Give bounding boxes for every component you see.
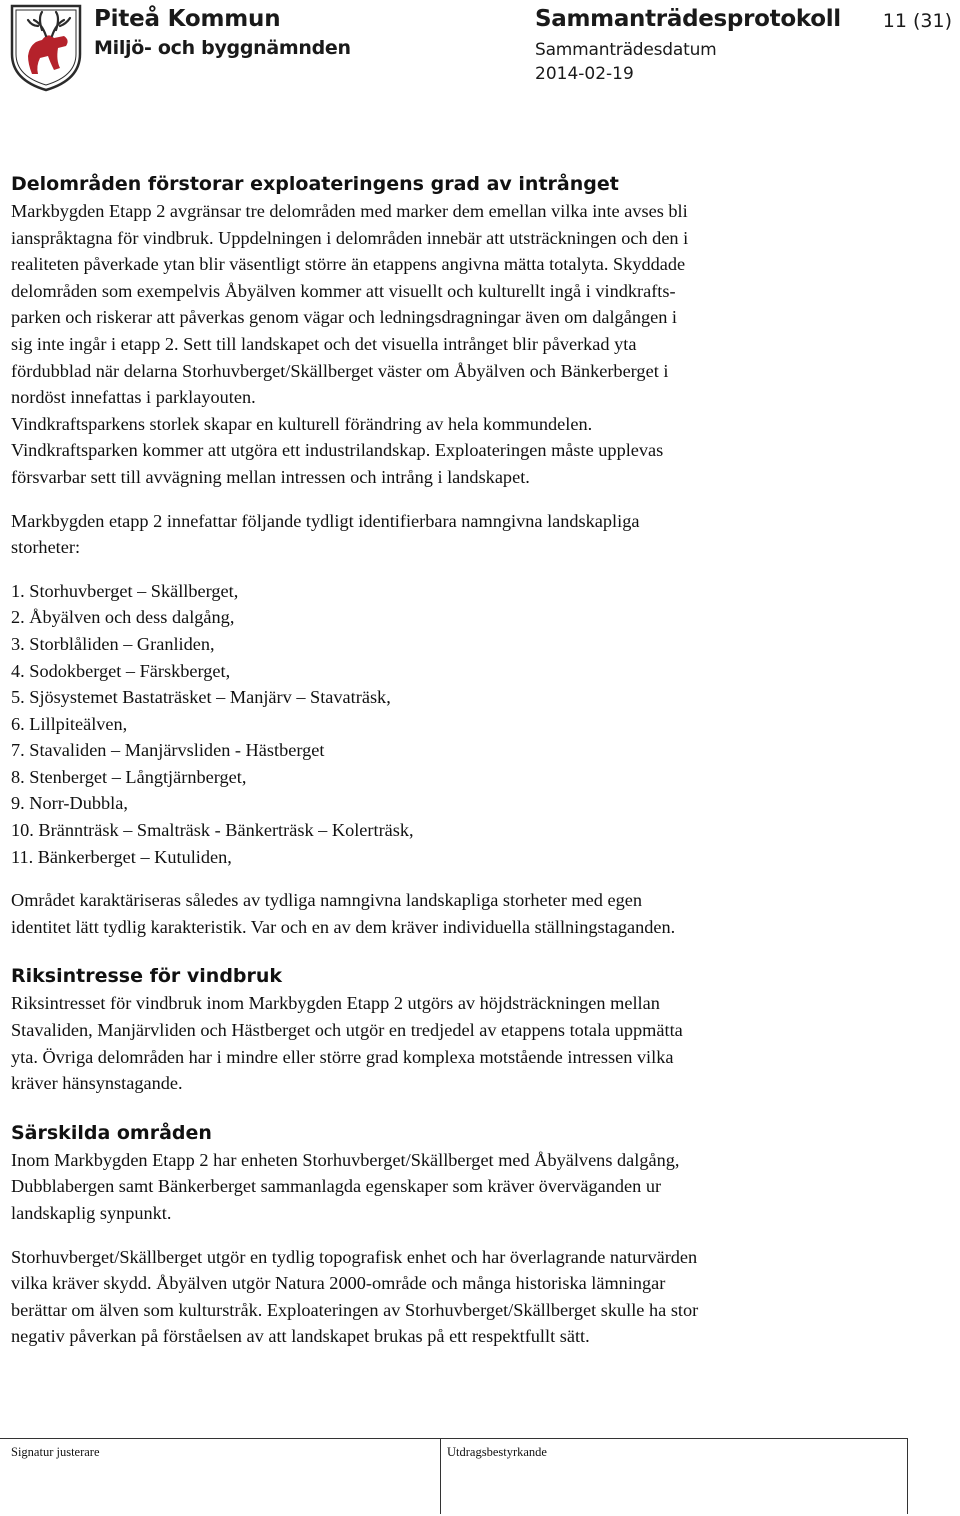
paragraph-sarskilda-1 (11, 1147, 941, 1227)
text-line: Dubblabergen samt Bänkerberget sammanlagda egenskaper som kräver överväganden ur (11, 1176, 662, 1197)
list-item: 6. Lillpiteälven, (11, 713, 128, 734)
meeting-date-value: 2014-02-19 (535, 64, 634, 84)
text-line: ianspråktagna för vindbruk. Uppdelningen i delområden innebär att utsträckningen och den i (11, 227, 689, 248)
text-line: kräver hänsynstagande. (11, 1073, 183, 1094)
paragraph-sarskilda-2 (11, 1244, 941, 1350)
landscape-list (11, 578, 941, 871)
text-line: Vindkraftsparken kommer att utgöra ett industrilandskap. Exploateringen måste upplevas (11, 440, 664, 461)
text-line: Storhuvberget/Skällberget utgör en tydlig topografisk enhet och har överlagrande naturvärden (11, 1246, 698, 1267)
page-number: 11 (31) (882, 10, 952, 32)
board-name: Miljö- och byggnämnden (94, 37, 351, 59)
text-line: Stavaliden, Manjärvliden och Hästberget och utgör en tredjedel av etappens totala uppmätta (11, 1020, 683, 1041)
text-line: Området karaktäriseras således av tydliga namngivna landskapliga storheter med egen (11, 890, 642, 911)
text-line: berättar om älven som kulturstråk. Exploateringen av Storhuvberget/Skällberget skulle ha stor (11, 1299, 699, 1320)
document-body (11, 170, 941, 1350)
paragraph-riksintresse (11, 990, 941, 1096)
text-line: Vindkraftsparkens storlek skapar en kulturell förändring av hela kommundelen. (11, 413, 593, 434)
list-item: 8. Stenberget – Långtjärnberget, (11, 766, 247, 787)
list-item: 1. Storhuvberget – Skällberget, (11, 580, 239, 601)
signature-field-label: Signatur justerare (11, 1445, 100, 1459)
text-line: försvarbar sett till avvägning mellan intressen och intrång i landskapet. (11, 466, 530, 487)
section-heading-delomraden: Delområden förstorar exploateringens grad av intrånget (11, 173, 619, 195)
text-line: parken och riskerar att påverkas genom vägar och ledningsdragningar även om dalgången i (11, 307, 677, 328)
text-line: landskaplig synpunkt. (11, 1203, 172, 1223)
list-item: 5. Sjösystemet Bastaträsket – Manjärv – Stavaträsk, (11, 687, 391, 708)
paragraph-delomraden-2 (11, 508, 941, 561)
paragraph-delomraden-1 (11, 198, 941, 491)
text-line: realiteten påverkade ytan blir väsentligt större än etappens angivna mätta totalyta. Skyddade (11, 254, 686, 275)
extract-verification-label: Utdragsbestyrkande (447, 1445, 547, 1459)
list-item: 7. Stavaliden – Manjärvsliden - Hästberget (11, 740, 325, 761)
list-item: 10. Brännträsk – Smalträsk - Bänkerträsk – Kolerträsk, (11, 820, 414, 841)
section-heading-sarskilda: Särskilda områden (11, 1121, 212, 1144)
list-item: 9. Norr-Dubbla, (11, 793, 128, 814)
text-line: fördubblad när delarna Storhuvberget/Skällberget väster om Åbyälven och Bänkerberget i (11, 360, 669, 381)
meeting-date-label: Sammanträdesdatum (535, 40, 717, 60)
text-line: vilka kräver skydd. Åbyälven utgör Natura 2000-område och många historiska lämningar (11, 1273, 666, 1294)
org-name: Piteå Kommun (94, 6, 281, 32)
text-line: Inom Markbygden Etapp 2 har enheten Storhuvberget/Skällberget med Åbyälvens dalgång, (11, 1149, 680, 1170)
page-header (0, 0, 960, 100)
text-line: storheter: (11, 537, 81, 558)
text-line: negativ påverkan på förståelsen av att landskapet brukas på ett respektfullt sätt. (11, 1326, 590, 1347)
signature-footer (0, 1436, 960, 1516)
list-item: 3. Storblåliden – Granliden, (11, 633, 215, 654)
footer-column-divider (440, 1438, 441, 1514)
section-heading-riksintresse: Riksintresse för vindbruk (11, 965, 283, 988)
list-item: 11. Bänkerberget – Kutuliden, (11, 846, 232, 867)
text-line: yta. Övriga delområden har i mindre eller större grad komplexa motstående intressen vilka (11, 1046, 674, 1067)
footer-column-divider (907, 1438, 908, 1514)
text-line: nordöst innefattas i parklayouten. (11, 387, 256, 408)
paragraph-delomraden-3 (11, 887, 941, 940)
text-line: sig inte ingår i etapp 2. Sett till landskapet och det visuella intrånget blir påverkad yta (11, 333, 637, 354)
list-item: 2. Åbyälven och dess dalgång, (11, 607, 235, 628)
text-line: Riksintresset för vindbruk inom Markbygden Etapp 2 utgörs av höjdsträckningen mellan (11, 993, 660, 1014)
text-line: identitet lätt tydlig karakteristik. Var och en av dem kräver individuella ställningstaganden. (11, 916, 676, 937)
text-line: delområden som exempelvis Åbyälven kommer att visuellt och kulturellt ingå i vindkrafts- (11, 280, 676, 301)
list-item: 4. Sodokberget – Färskberget, (11, 660, 231, 681)
footer-divider (0, 1438, 907, 1439)
doc-title: Sammanträdesprotokoll (535, 6, 841, 32)
reindeer-coat-of-arms-icon (8, 2, 84, 92)
text-line: Markbygden Etapp 2 avgränsar tre delområden med marker dem emellan vilka inte avses bli (11, 201, 688, 221)
text-line: Markbygden etapp 2 innefattar följande tydligt identifierbara namngivna landskapliga (11, 510, 640, 531)
